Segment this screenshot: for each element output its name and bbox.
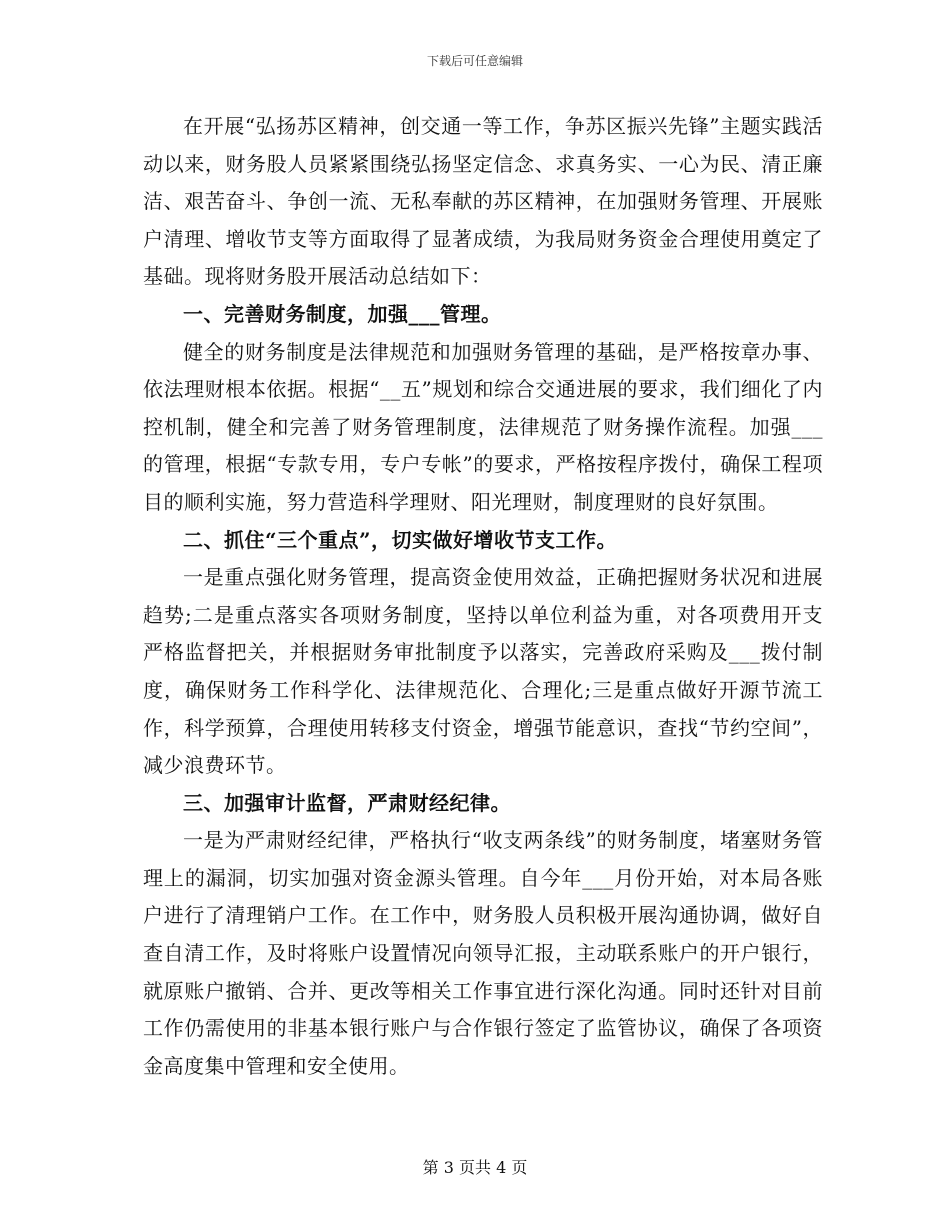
- intro-paragraph: 在开展“弘扬苏区精神，创交通一等工作，争苏区振兴先锋”主题实践活动以来，财务股人员紧紧围绕弘扬坚定信念、求真务实、一心为民、清正廉洁、艰苦奋斗、争创一流、无私奉献的苏区精神，在加强财务管理、开展账户清理、增收节支等方面取得了显著成绩，为我局财务资金合理使用奠定了基础。现将财务股开展活动总结如下：: [143, 114, 823, 289]
- document-body: [143, 108, 823, 1085]
- section-3-heading: 三、加强审计监督，严肃财经纪律。: [183, 790, 511, 815]
- page-number: 第 3 页共 4 页: [422, 1158, 528, 1177]
- page-header: 下载后可任意编辑: [426, 54, 523, 68]
- section-1-paragraph: 健全的财务制度是法律规范和加强财务管理的基础，是严格按章办事、依法理财根本依据。根据“__五”规划和综合交通进展的要求，我们细化了内控机制，健全和完善了财务管理制度，法律规范了财务操作流程。加强___的管理，根据“专款专用，专户专帐”的要求，严格按程序拨付，确保工程项目的顺利实施，努力营造科学理财、阳光理财，制度理财的良好氛围。: [143, 339, 823, 514]
- section-2-heading: 二、抓住“三个重点”，切实做好增收节支工作。: [183, 527, 618, 552]
- section-2-paragraph: 一是重点强化财务管理，提高资金使用效益，正确把握财务状况和进展趋势;二是重点落实各项财务制度，坚持以单位利益为重，对各项费用开支严格监督把关，并根据财务审批制度予以落实，完善政府采购及___拨付制度，确保财务工作科学化、法律规范化、合理化;三是重点做好开源节流工作，科学预算，合理使用转移支付资金，增强节能意识，查找“节约空间”，减少浪费环节。: [143, 565, 823, 778]
- section-1-heading: 一、完善财务制度，加强___管理。: [183, 301, 502, 326]
- section-3-paragraph: 一是为严肃财经纪律，严格执行“收支两条线”的财务制度，堵塞财务管理上的漏洞，切实加强对资金源头管理。自今年___月份开始，对本局各账户进行了清理销户工作。在工作中，财务股人员积极开展沟通协调，做好自查自清工作，及时将账户设置情况向领导汇报，主动联系账户的开户银行，就原账户撤销、合并、更改等相关工作事宜进行深化沟通。同时还针对目前工作仍需使用的非基本银行账户与合作银行签定了监管协议，确保了各项资金高度集中管理和安全使用。: [143, 828, 823, 1078]
